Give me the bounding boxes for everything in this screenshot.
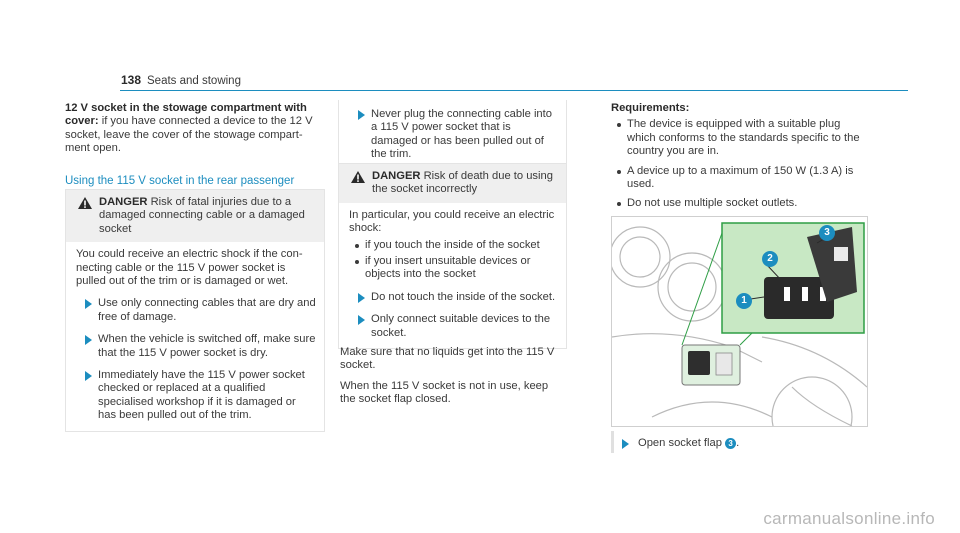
arrow-icon [358, 315, 365, 325]
arrow-icon [85, 299, 92, 309]
arrow-icon [85, 371, 92, 381]
callout-3: 3 [819, 225, 835, 241]
socket-drawing [612, 217, 867, 426]
header-rule [120, 90, 908, 91]
danger-header [339, 164, 566, 203]
step-item [349, 108, 558, 162]
arrow-icon [85, 335, 92, 345]
requirement-item: A device up to a maximum of 150 W (1.3 A) is used. [611, 165, 869, 192]
warning-icon [78, 197, 92, 209]
requirement-item: The device is equipped with a suitable plug which conforms to the standards specific to the country you are in. [611, 118, 869, 158]
step-ref-badge: 3 [725, 438, 736, 449]
step-text: Open socket flap [638, 437, 722, 449]
step-text: Only connect suitable devices to the socket. [371, 313, 551, 339]
danger-label: DANGER [99, 196, 148, 208]
continued-body [339, 100, 566, 170]
socket-illustration [611, 216, 868, 427]
subheading-link[interactable]: Using the 115 V socket in the rear passenger [65, 174, 323, 205]
step-text: Never plug the connecting cable into a 115 V power socket that is damaged or has been pulled out of the trim. [371, 108, 552, 161]
step-item [614, 437, 872, 450]
step-end: . [736, 437, 740, 449]
callout-2: 2 [762, 251, 778, 267]
danger-intro: In particular, you could receive an electric shock: [349, 208, 555, 235]
step-text: When the vehicle is switched off, make sure that the 115 V power socket is dry. [98, 333, 316, 359]
danger-box-1 [65, 189, 325, 432]
arrow-icon [622, 439, 629, 449]
column-2-text [340, 346, 565, 407]
watermark: carmanualsonline.info [763, 509, 935, 528]
danger-box-continued [338, 100, 567, 171]
intro-text: if you have connected a device to the 12 V socket, leave the cover of the stowage compart-ment open. [65, 115, 313, 155]
bullet-item: if you insert unsuitable devices or objects into the socket [349, 255, 558, 282]
danger-header [66, 190, 324, 242]
step-item [76, 333, 316, 360]
intro-heading: 12 V socket in the stowage compartment with cover: [65, 102, 307, 128]
danger-body [66, 242, 324, 430]
open-flap-step [611, 431, 872, 453]
requirement-item: Do not use multiple socket outlets. [611, 197, 869, 210]
step-item [349, 291, 558, 304]
step-item [76, 297, 316, 324]
danger-box-2 [338, 163, 567, 349]
warning-icon [351, 171, 365, 183]
intro-paragraph [65, 102, 323, 156]
callout-1: 1 [736, 293, 752, 309]
arrow-icon [358, 293, 365, 303]
danger-text: You could receive an electric shock if the con-necting cable or the 115 V power socket is pulled out of the trim or is damaged or wet. [76, 248, 303, 288]
page-number: 138 [121, 73, 142, 87]
danger-title: Risk of fatal injuries due to a damaged connecting cable or a damaged socket [99, 196, 305, 235]
step-text: Immediately have the 115 V power socket checked or replaced at a qualified specialised workshop if it is damaged or has been pulled out of the trim. [98, 369, 305, 422]
arrow-icon [358, 110, 365, 120]
step-item [76, 369, 316, 423]
requirements-heading: Requirements: [611, 102, 690, 114]
danger-title: Risk of death due to using the socket incorrectly [372, 170, 553, 196]
paragraph-flap: When the 115 V socket is not in use, keep the socket flap closed. [340, 379, 549, 406]
section-title: Seats and stowing [147, 75, 241, 87]
danger-body [339, 203, 566, 348]
step-text: Do not touch the inside of the socket. [371, 290, 556, 303]
paragraph-liquids: Make sure that no liquids get into the 115 V socket. [340, 346, 555, 372]
step-text: Use only connecting cables that are dry and free of damage. [98, 297, 316, 323]
column-3 [611, 102, 869, 211]
step-item [349, 313, 558, 340]
danger-label: DANGER [372, 170, 421, 182]
bullet-item: if you touch the inside of the socket [349, 239, 558, 252]
